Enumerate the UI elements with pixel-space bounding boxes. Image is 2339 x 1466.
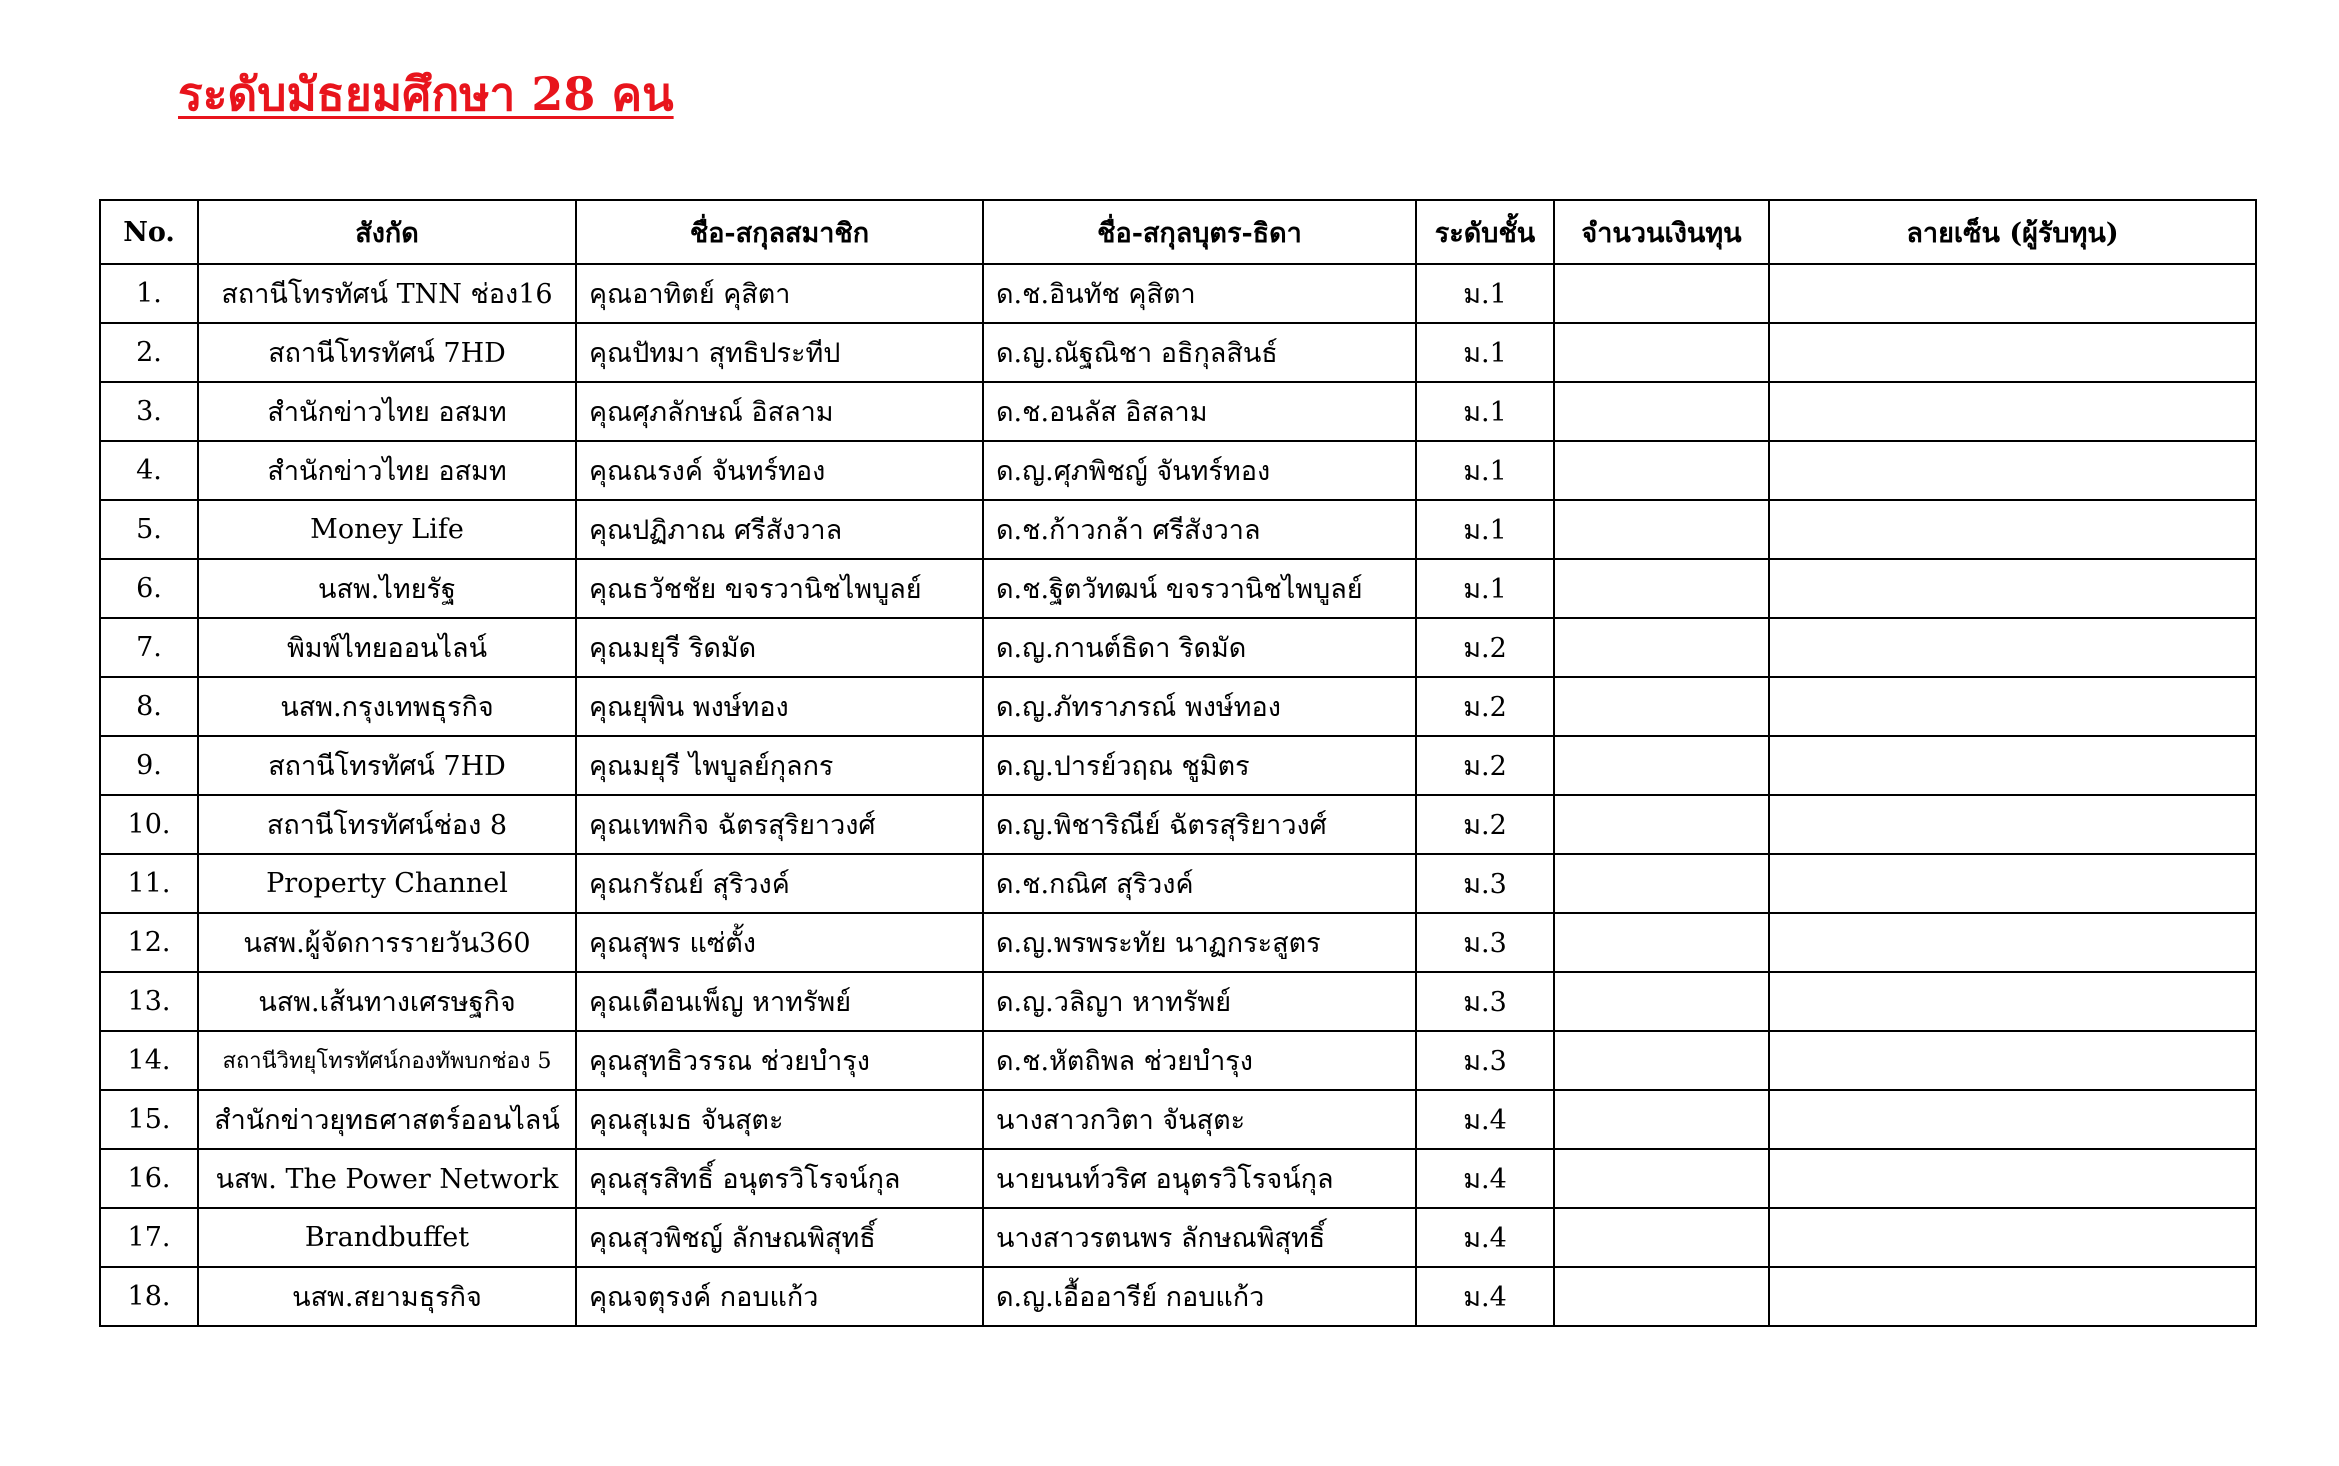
- cell-affiliation: Money Life: [198, 500, 576, 559]
- cell-child-name: ด.ช.ก้าวกล้า ศรีสังวาล: [983, 500, 1416, 559]
- cell-grant-amount: [1554, 972, 1769, 1031]
- cell-grant-amount: [1554, 1031, 1769, 1090]
- cell-affiliation: พิมพ์ไทยออนไลน์: [198, 618, 576, 677]
- cell-no: 14.: [100, 1031, 198, 1090]
- table-row: [100, 795, 2256, 854]
- cell-child-name: ด.ญ.พรพระทัย นาฏกระสูตร: [983, 913, 1416, 972]
- cell-grant-amount: [1554, 913, 1769, 972]
- cell-no: 16.: [100, 1149, 198, 1208]
- cell-grade-level: ม.4: [1416, 1090, 1554, 1149]
- cell-signature: [1769, 264, 2256, 323]
- cell-signature: [1769, 913, 2256, 972]
- header-no: No.: [100, 200, 198, 264]
- cell-grant-amount: [1554, 382, 1769, 441]
- cell-member-name: คุณสุทธิวรรณ ช่วยบำรุง: [576, 1031, 983, 1090]
- cell-child-name: ด.ญ.ศุภพิชญ์ จันทร์ทอง: [983, 441, 1416, 500]
- table-row: [100, 1090, 2256, 1149]
- table-row: [100, 559, 2256, 618]
- cell-grant-amount: [1554, 1208, 1769, 1267]
- cell-no: 6.: [100, 559, 198, 618]
- table-row: [100, 441, 2256, 500]
- cell-child-name: นายนนท์วริศ อนุตรวิโรจน์กุล: [983, 1149, 1416, 1208]
- cell-affiliation: Property Channel: [198, 854, 576, 913]
- cell-signature: [1769, 500, 2256, 559]
- cell-no: 4.: [100, 441, 198, 500]
- cell-grant-amount: [1554, 264, 1769, 323]
- cell-no: 9.: [100, 736, 198, 795]
- cell-signature: [1769, 736, 2256, 795]
- cell-affiliation: นสพ.สยามธุรกิจ: [198, 1267, 576, 1326]
- cell-no: 11.: [100, 854, 198, 913]
- page-title: ระดับมัธยมศึกษา 28 คน: [178, 67, 674, 121]
- cell-grant-amount: [1554, 795, 1769, 854]
- cell-signature: [1769, 323, 2256, 382]
- cell-member-name: คุณสุรสิทธิ์ อนุตรวิโรจน์กุล: [576, 1149, 983, 1208]
- table-row: [100, 1149, 2256, 1208]
- header-row: [100, 200, 2256, 264]
- cell-child-name: ด.ช.อินทัช คุสิตา: [983, 264, 1416, 323]
- cell-grant-amount: [1554, 1090, 1769, 1149]
- cell-member-name: คุณสุพร แซ่ตั้ง: [576, 913, 983, 972]
- cell-signature: [1769, 559, 2256, 618]
- cell-affiliation: สำนักข่าวไทย อสมท: [198, 382, 576, 441]
- cell-signature: [1769, 618, 2256, 677]
- cell-grant-amount: [1554, 1267, 1769, 1326]
- table-row: [100, 913, 2256, 972]
- cell-affiliation: สถานีวิทยุโทรทัศน์กองทัพบกช่อง 5: [198, 1031, 576, 1090]
- cell-member-name: คุณเทพกิจ ฉัตรสุริยาวงศ์: [576, 795, 983, 854]
- cell-child-name: นางสาวรตนพร ลักษณพิสุทธิ์: [983, 1208, 1416, 1267]
- cell-child-name: ด.ช.หัตถิพล ช่วยบำรุง: [983, 1031, 1416, 1090]
- header-grant-amount: จำนวนเงินทุน: [1554, 200, 1769, 264]
- cell-affiliation: สถานีโทรทัศน์ 7HD: [198, 736, 576, 795]
- cell-member-name: คุณเดือนเพ็ญ หาทรัพย์: [576, 972, 983, 1031]
- table-row: [100, 264, 2256, 323]
- cell-grant-amount: [1554, 441, 1769, 500]
- cell-grant-amount: [1554, 559, 1769, 618]
- cell-grant-amount: [1554, 1149, 1769, 1208]
- cell-grade-level: ม.1: [1416, 559, 1554, 618]
- cell-member-name: คุณปฏิภาณ ศรีสังวาล: [576, 500, 983, 559]
- table-row: [100, 677, 2256, 736]
- cell-signature: [1769, 1149, 2256, 1208]
- header-signature: ลายเซ็น (ผู้รับทุน): [1769, 200, 2256, 264]
- cell-signature: [1769, 1267, 2256, 1326]
- table-row: [100, 854, 2256, 913]
- cell-member-name: คุณธวัชชัย ขจรวานิชไพบูลย์: [576, 559, 983, 618]
- cell-child-name: ด.ญ.ภัทราภรณ์ พงษ์ทอง: [983, 677, 1416, 736]
- cell-affiliation: นสพ.ผู้จัดการรายวัน360: [198, 913, 576, 972]
- cell-grade-level: ม.3: [1416, 972, 1554, 1031]
- cell-member-name: คุณมยุรี ริดมัด: [576, 618, 983, 677]
- cell-child-name: ด.ญ.ปารย์วฤณ ชูมิตร: [983, 736, 1416, 795]
- cell-child-name: ด.ช.กณิศ สุริวงค์: [983, 854, 1416, 913]
- cell-signature: [1769, 1208, 2256, 1267]
- cell-affiliation: นสพ.กรุงเทพธุรกิจ: [198, 677, 576, 736]
- cell-grade-level: ม.1: [1416, 441, 1554, 500]
- cell-member-name: คุณจตุรงค์ กอบแก้ว: [576, 1267, 983, 1326]
- cell-affiliation: นสพ.เส้นทางเศรษฐกิจ: [198, 972, 576, 1031]
- cell-member-name: คุณศุภลักษณ์ อิสลาม: [576, 382, 983, 441]
- cell-member-name: คุณยุพิน พงษ์ทอง: [576, 677, 983, 736]
- table-row: [100, 1267, 2256, 1326]
- cell-grade-level: ม.2: [1416, 677, 1554, 736]
- cell-no: 7.: [100, 618, 198, 677]
- cell-affiliation: Brandbuffet: [198, 1208, 576, 1267]
- cell-child-name: นางสาวกวิตา จันสุตะ: [983, 1090, 1416, 1149]
- cell-child-name: ด.ช.อนลัส อิสลาม: [983, 382, 1416, 441]
- cell-signature: [1769, 1090, 2256, 1149]
- cell-grant-amount: [1554, 854, 1769, 913]
- cell-no: 3.: [100, 382, 198, 441]
- cell-no: 13.: [100, 972, 198, 1031]
- cell-affiliation: สถานีโทรทัศน์ช่อง 8: [198, 795, 576, 854]
- cell-affiliation: นสพ.ไทยรัฐ: [198, 559, 576, 618]
- cell-no: 10.: [100, 795, 198, 854]
- cell-grant-amount: [1554, 323, 1769, 382]
- cell-member-name: คุณณรงค์ จันทร์ทอง: [576, 441, 983, 500]
- cell-grade-level: ม.1: [1416, 323, 1554, 382]
- cell-no: 8.: [100, 677, 198, 736]
- cell-grade-level: ม.1: [1416, 264, 1554, 323]
- cell-no: 1.: [100, 264, 198, 323]
- cell-affiliation: นสพ. The Power Network: [198, 1149, 576, 1208]
- cell-no: 17.: [100, 1208, 198, 1267]
- cell-signature: [1769, 1031, 2256, 1090]
- cell-grade-level: ม.4: [1416, 1267, 1554, 1326]
- cell-grade-level: ม.1: [1416, 500, 1554, 559]
- cell-child-name: ด.ช.ฐิตวัทฒน์ ขจรวานิชไพบูลย์: [983, 559, 1416, 618]
- cell-signature: [1769, 441, 2256, 500]
- table-row: [100, 500, 2256, 559]
- header-member-name: ชื่อ-สกุลสมาชิก: [576, 200, 983, 264]
- header-grade-level: ระดับชั้น: [1416, 200, 1554, 264]
- cell-member-name: คุณอาทิตย์ คุสิตา: [576, 264, 983, 323]
- cell-affiliation: สำนักข่าวไทย อสมท: [198, 441, 576, 500]
- cell-no: 18.: [100, 1267, 198, 1326]
- cell-grade-level: ม.4: [1416, 1149, 1554, 1208]
- scholarship-table: [99, 199, 2257, 1327]
- cell-grade-level: ม.2: [1416, 736, 1554, 795]
- cell-grade-level: ม.3: [1416, 854, 1554, 913]
- cell-member-name: คุณปัทมา สุทธิประทีป: [576, 323, 983, 382]
- header-child-name: ชื่อ-สกุลบุตร-ธิดา: [983, 200, 1416, 264]
- table-row: [100, 1208, 2256, 1267]
- cell-grant-amount: [1554, 618, 1769, 677]
- cell-child-name: ด.ญ.เอื้ออารีย์ กอบแก้ว: [983, 1267, 1416, 1326]
- cell-child-name: ด.ญ.ณัฐณิชา อธิกุลสินธ์: [983, 323, 1416, 382]
- cell-no: 5.: [100, 500, 198, 559]
- cell-grade-level: ม.1: [1416, 382, 1554, 441]
- cell-signature: [1769, 972, 2256, 1031]
- cell-member-name: คุณมยุรี ไพบูลย์กุลกร: [576, 736, 983, 795]
- cell-affiliation: สำนักข่าวยุทธศาสตร์ออนไลน์: [198, 1090, 576, 1149]
- cell-member-name: คุณสุเมธ จันสุตะ: [576, 1090, 983, 1149]
- cell-child-name: ด.ญ.วลิญา หาทรัพย์: [983, 972, 1416, 1031]
- cell-signature: [1769, 854, 2256, 913]
- cell-grant-amount: [1554, 677, 1769, 736]
- table-row: [100, 382, 2256, 441]
- cell-grade-level: ม.3: [1416, 913, 1554, 972]
- cell-signature: [1769, 795, 2256, 854]
- cell-member-name: คุณกรัณย์ สุริวงค์: [576, 854, 983, 913]
- cell-grant-amount: [1554, 500, 1769, 559]
- cell-no: 2.: [100, 323, 198, 382]
- table-row: [100, 736, 2256, 795]
- table-row: [100, 618, 2256, 677]
- cell-grade-level: ม.2: [1416, 618, 1554, 677]
- cell-affiliation: สถานีโทรทัศน์ 7HD: [198, 323, 576, 382]
- cell-grade-level: ม.2: [1416, 795, 1554, 854]
- table-row: [100, 323, 2256, 382]
- table-row: [100, 1031, 2256, 1090]
- cell-child-name: ด.ญ.กานต์ธิดา ริดมัด: [983, 618, 1416, 677]
- cell-grade-level: ม.3: [1416, 1031, 1554, 1090]
- cell-grant-amount: [1554, 736, 1769, 795]
- cell-no: 12.: [100, 913, 198, 972]
- cell-child-name: ด.ญ.พิชาริณีย์ ฉัตรสุริยาวงศ์: [983, 795, 1416, 854]
- header-affiliation: สังกัด: [198, 200, 576, 264]
- cell-no: 15.: [100, 1090, 198, 1149]
- cell-affiliation: สถานีโทรทัศน์ TNN ช่อง16: [198, 264, 576, 323]
- cell-grade-level: ม.4: [1416, 1208, 1554, 1267]
- cell-signature: [1769, 677, 2256, 736]
- cell-member-name: คุณสุวพิชญ์ ลักษณพิสุทธิ์: [576, 1208, 983, 1267]
- cell-signature: [1769, 382, 2256, 441]
- table-row: [100, 972, 2256, 1031]
